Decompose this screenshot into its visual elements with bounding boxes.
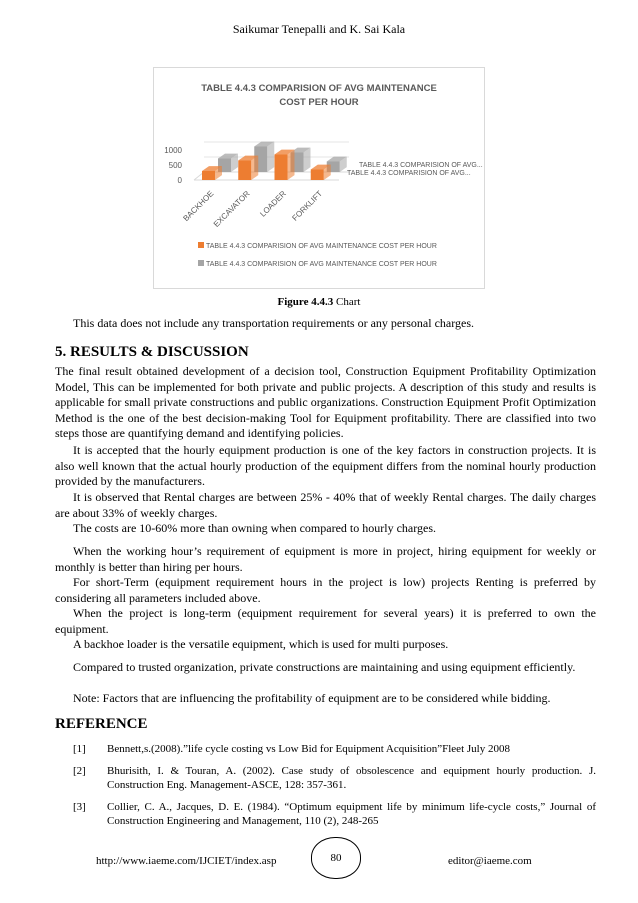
chart-bar-series-1-side xyxy=(288,150,295,180)
chart-ytick-label: 500 xyxy=(168,161,182,170)
chart-category-label: EXCAVATOR xyxy=(211,189,252,229)
body-paragraph: When the working hour’s requirement of equipment is more in project, hiring equipment for weekly or monthly is better than hiring per hours. xyxy=(55,544,596,574)
chart-bar-series-1 xyxy=(238,161,251,181)
chart-bar-series-1 xyxy=(275,155,288,181)
chart-legend-label: TABLE 4.4.3 COMPARISION OF AVG MAINTENANCE COST PER HOUR xyxy=(206,261,437,268)
reference-item xyxy=(55,764,596,794)
chart-title-line-1: TABLE 4.4.3 COMPARISION OF AVG MAINTENANCE xyxy=(201,83,437,94)
chart-ytick-label: 1000 xyxy=(164,146,182,155)
chart-bar-series-1 xyxy=(202,171,215,180)
body-paragraph: It is observed that Rental charges are between 25% - 40% that of weekly Rental charges. The daily charges are about 33% of weekly charges. xyxy=(55,490,596,520)
chart-category-label: FORKLIFT xyxy=(290,189,325,223)
intro-paragraph: This data does not include any transportation requirements or any personal charges. xyxy=(73,316,474,330)
figure-caption-text: Chart xyxy=(333,296,361,308)
body-paragraph: The costs are 10-60% more than owning when compared to hourly charges. xyxy=(73,521,437,535)
body-paragraph: Compared to trusted organization, private constructions are maintaining and using equipment efficiently. xyxy=(73,660,576,674)
section-heading: 5. RESULTS & DISCUSSION xyxy=(55,344,249,360)
reference-number: [1] xyxy=(73,743,86,755)
chart-bar-series-1 xyxy=(311,170,324,181)
reference-text: Collier, C. A., Jacques, D. E. (1984). “Optimum equipment life by minimum life-cycle costs,” Journal of Construction Engineering and Management, 110 (2), 248-265 xyxy=(107,801,596,827)
chart-figure xyxy=(153,67,485,289)
chart-bar-series-2-side xyxy=(267,142,274,172)
reference-item xyxy=(55,742,596,758)
chart-title-line-2: COST PER HOUR xyxy=(279,97,359,108)
reference-number: [2] xyxy=(73,765,86,777)
chart-legend-swatch xyxy=(198,260,204,266)
reference-heading: REFERENCE xyxy=(55,716,148,732)
body-paragraph: A backhoe loader is the versatile equipment, which is used for multi purposes. xyxy=(73,637,449,651)
body-paragraph: When the project is long-term (equipment requirement for several years) it is preferred to own the equipment. xyxy=(55,606,596,636)
body-paragraph: It is accepted that the hourly equipment production is one of the key factors in construction projects. It is also well known that the actual hourly production of the equipment differs from the nominal hourly production provided by the manufacturers. xyxy=(55,443,596,489)
footer-url[interactable]: http://www.iaeme.com/IJCIET/index.asp xyxy=(96,855,277,867)
body-paragraph: The final result obtained development of a decision tool, Construction Equipment Profitability Optimization Model, This can be implemented for both private and public projects. A description of this study and results is applicable for small private constructions and public organizations. Construction Equipment Profit Optimization Method is the one of the best decision-making Tool for Equipment profitability. There are classified into two steps those are quantifying demand and identifying policies. xyxy=(55,364,596,441)
chart-category-label: LOADER xyxy=(258,189,288,219)
body-paragraph: For short-Term (equipment requirement hours in the project is low) projects Renting is preferred by considering all parameters included above. xyxy=(55,575,596,605)
chart-legend-label: TABLE 4.4.3 COMPARISION OF AVG MAINTENANCE COST PER HOUR xyxy=(206,243,437,250)
reference-text: Bhurisith, I. & Touran, A. (2002). Case study of obsolescence and equipment hourly production. J. Construction Eng. Management-ASCE, 128: 357-361. xyxy=(107,765,596,791)
chart-series-depth-label: TABLE 4.4.3 COMPARISION OF AVG... xyxy=(347,170,471,177)
chart-series-depth-label: TABLE 4.4.3 COMPARISION OF AVG... xyxy=(359,162,483,169)
reference-number: [3] xyxy=(73,801,86,813)
page-number: 80 xyxy=(311,837,361,879)
chart-plot xyxy=(154,68,484,288)
running-header: Saikumar Tenepalli and K. Sai Kala xyxy=(232,22,406,36)
reference-item xyxy=(55,800,596,830)
reference-text: Bennett,s.(2008).”life cycle costing vs Low Bid for Equipment Acquisition”Fleet July 2008 xyxy=(107,743,510,755)
chart-legend-swatch xyxy=(198,242,204,248)
chart-ytick-label: 0 xyxy=(177,176,182,185)
figure-label: Figure 4.4.3 xyxy=(277,296,334,308)
chart-category-label: BACKHOE xyxy=(181,189,216,224)
figure-caption xyxy=(0,296,638,308)
footer-email[interactable]: editor@iaeme.com xyxy=(448,855,532,867)
body-paragraph: Note: Factors that are influencing the profitability of equipment are to be considered while bidding. xyxy=(73,691,551,705)
